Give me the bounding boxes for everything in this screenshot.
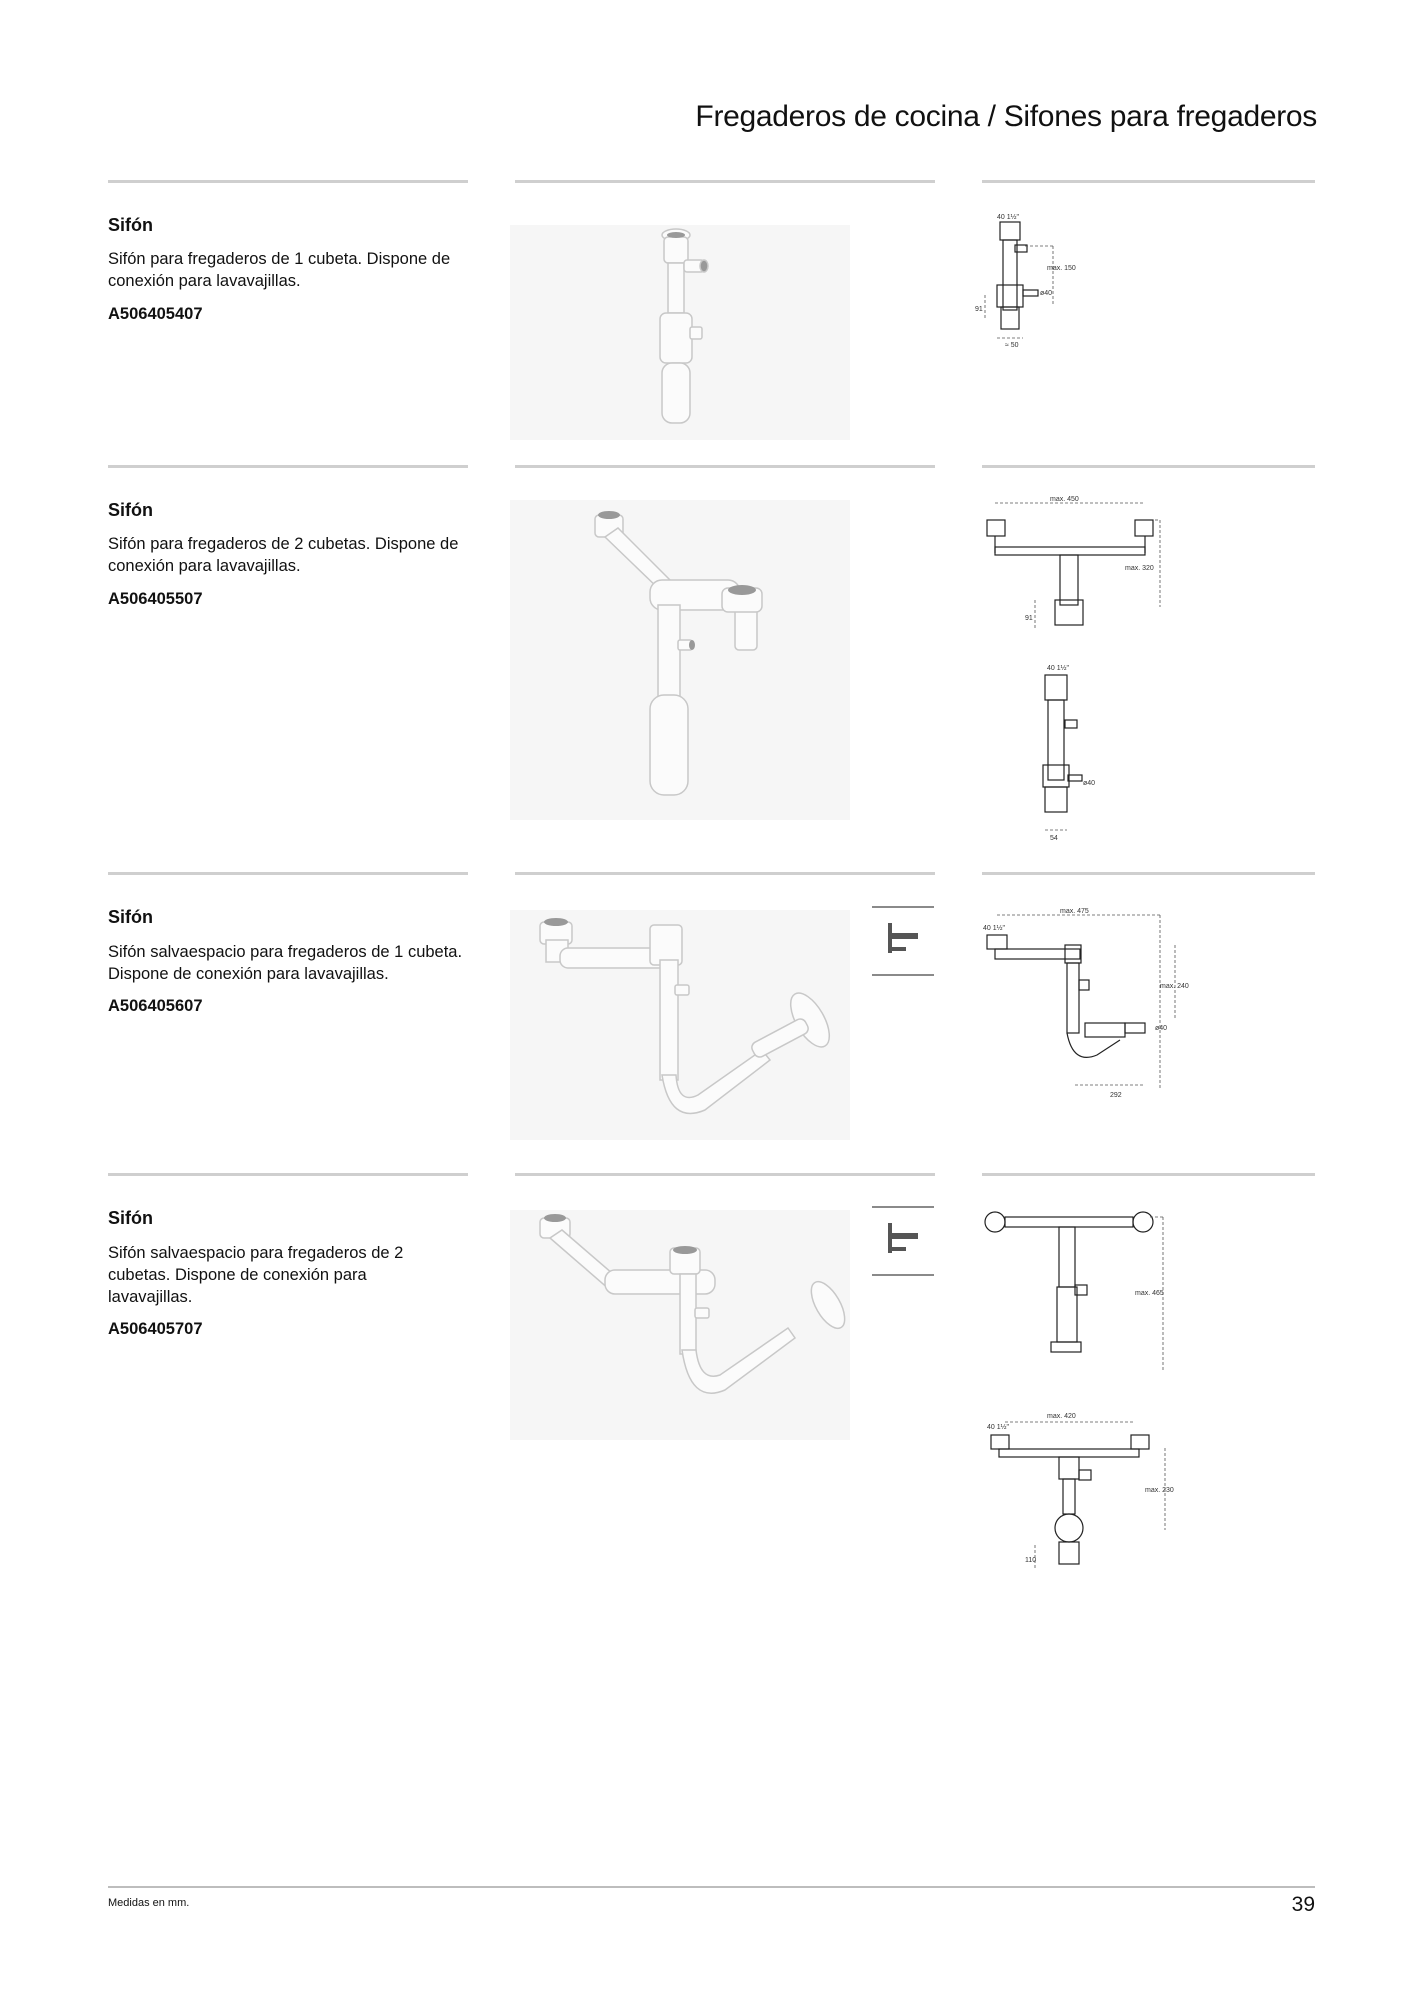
section-divider — [108, 465, 468, 468]
dimension-label: max. 420 — [1047, 1413, 1076, 1420]
section-divider — [515, 1173, 935, 1176]
dimension-label: 91 — [1025, 615, 1033, 622]
dimension-label: ≈ 50 — [1005, 342, 1019, 349]
product-name: Sifón — [108, 500, 153, 520]
dimension-label: 40 1½" — [1047, 665, 1069, 672]
section-divider — [982, 465, 1315, 468]
dimension-label: max. 475 — [1060, 908, 1089, 915]
technical-drawing — [975, 905, 1205, 1105]
product-name: Sifón — [108, 907, 153, 927]
dimension-label: ø40 — [1155, 1025, 1168, 1032]
dimension-label: 40 1½" — [983, 925, 1005, 932]
dimension-label: max. 240 — [1160, 983, 1189, 990]
section-divider — [982, 1173, 1315, 1176]
dimension-label: 40 1½" — [997, 214, 1019, 221]
section-divider — [108, 1173, 468, 1176]
product-photo-double-trap — [510, 500, 850, 820]
product-code: A506405707 — [108, 1320, 203, 1338]
dimension-label: 292 — [1110, 1092, 1122, 1099]
product-name: Sifón — [108, 1208, 153, 1228]
section-divider — [982, 180, 1315, 183]
dimension-label: ø40 — [1040, 290, 1053, 297]
section-divider — [108, 180, 468, 183]
product-description: Sifón para fregaderos de 1 cubeta. Dispone de conexión para lavavajillas. — [108, 250, 451, 290]
product-photo-space-saving-double-trap — [510, 1210, 850, 1440]
dimension-label: 40 1½" — [987, 1424, 1009, 1431]
wall-mount-icon — [872, 905, 934, 977]
product-photo-bottle-trap — [510, 225, 850, 440]
footnote: Medidas en mm. — [108, 1897, 190, 1909]
dimension-label: 54 — [1050, 835, 1058, 842]
product-code: A506405607 — [108, 997, 203, 1015]
dimension-label: max. 320 — [1125, 565, 1154, 572]
product-description: Sifón salvaespacio para fregaderos de 1 cubeta. Dispone de conexión para lavavajillas. — [108, 943, 463, 983]
section-divider — [515, 465, 935, 468]
technical-drawing — [975, 210, 1115, 350]
section-divider — [108, 872, 468, 875]
product-code: A506405407 — [108, 305, 203, 323]
product-description: Sifón para fregaderos de 2 cubetas. Dispone de conexión para lavavajillas. — [108, 535, 459, 575]
dimension-label: ø40 — [1083, 780, 1096, 787]
dimension-label: max. 450 — [1050, 496, 1079, 503]
technical-drawing — [975, 1200, 1205, 1590]
section-divider — [515, 872, 935, 875]
product-name: Sifón — [108, 215, 153, 235]
dimension-label: 110 — [1025, 1557, 1037, 1564]
technical-drawing — [975, 495, 1195, 845]
wall-mount-icon — [872, 1205, 934, 1277]
dimension-label: max. 150 — [1047, 265, 1076, 272]
dimension-label: max. 230 — [1145, 1487, 1174, 1494]
section-divider — [982, 872, 1315, 875]
product-description: Sifón salvaespacio para fregaderos de 2 cubetas. Dispone de conexión para lavavajillas. — [108, 1244, 404, 1306]
page-number: 39 — [1291, 1893, 1315, 1916]
product-photo-space-saving-trap — [510, 910, 850, 1140]
dimension-label: max. 465 — [1135, 1290, 1164, 1297]
page-title: Fregaderos de cocina / Sifones para fregaderos — [695, 100, 1317, 133]
section-divider — [515, 180, 935, 183]
product-code: A506405507 — [108, 590, 203, 608]
footer-divider — [108, 1886, 1315, 1888]
dimension-label: 91 — [975, 306, 983, 313]
